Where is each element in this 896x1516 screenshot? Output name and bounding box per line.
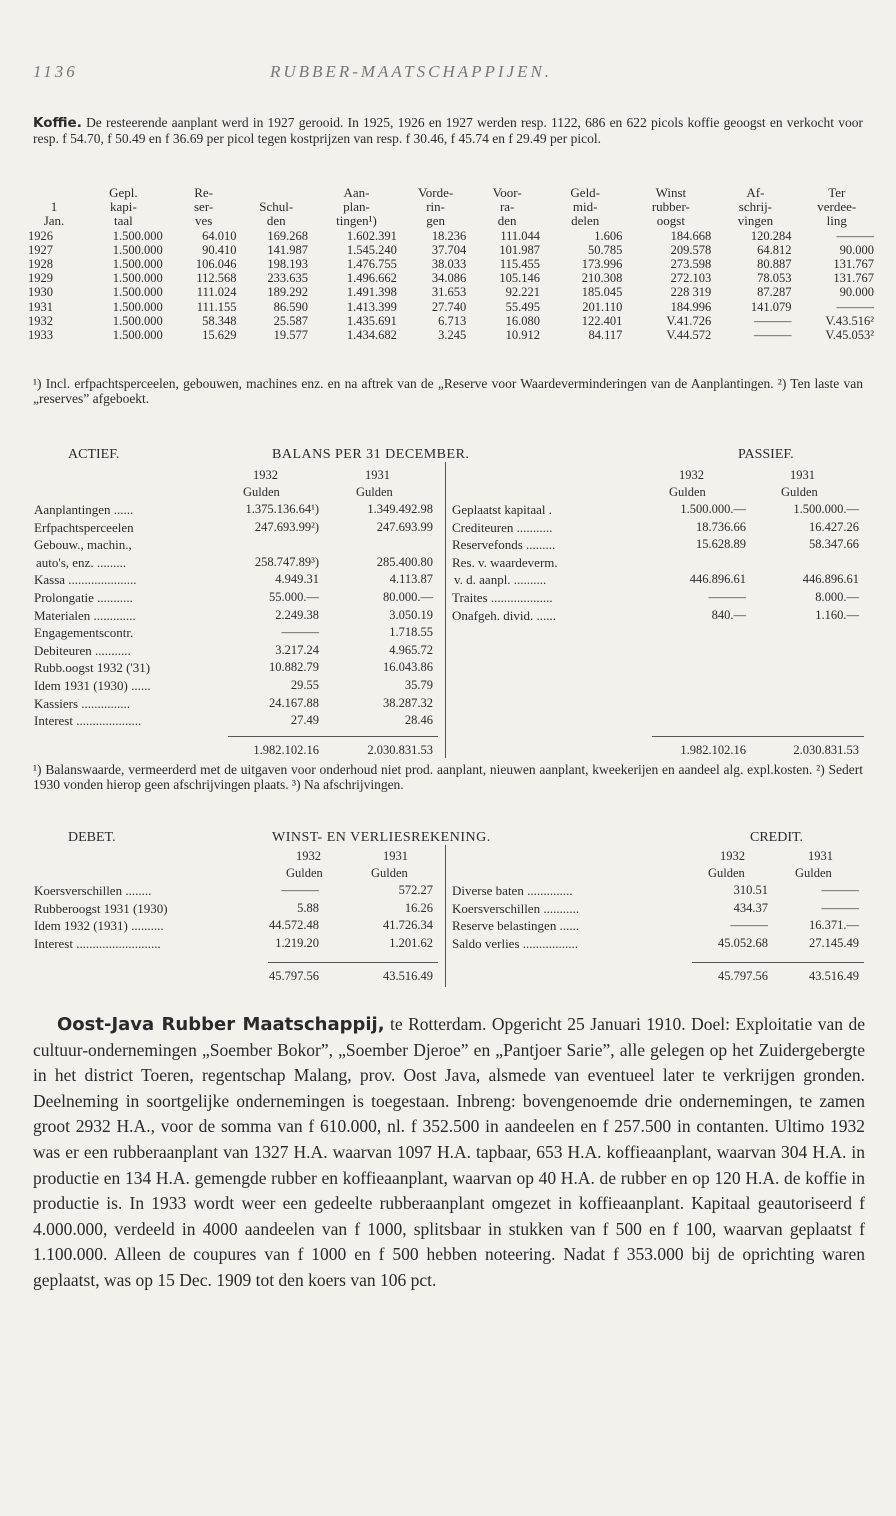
yearly-cell: 1926	[28, 228, 53, 243]
actief-item-value-b: 4.113.87	[389, 572, 433, 587]
yearly-cell: 210.308	[581, 271, 623, 286]
yearly-row	[28, 328, 878, 342]
debet-item-value-b: 41.726.34	[383, 918, 433, 933]
debet-item-label: Idem 1932 (1931) ..........	[34, 918, 164, 934]
credit-item-value-a: ———	[730, 918, 768, 933]
yearly-cell: 272.103	[670, 271, 712, 286]
yearly-cell: 198.193	[267, 257, 309, 272]
passief-item-value-b: 1.160.—	[815, 607, 859, 622]
yearly-header-cell: schrij-	[738, 199, 773, 215]
yearly-cell: 27.740	[431, 299, 467, 314]
actief-item-value-b: 3.050.19	[389, 607, 433, 622]
yearly-row	[28, 285, 878, 299]
wv-total-debet-b: 43.516.49	[383, 969, 433, 983]
yearly-cell: 1.500.000	[112, 242, 163, 257]
yearly-cell: 185.045	[581, 285, 623, 300]
yearly-cell: 106.046	[195, 257, 237, 272]
wv-debet-year-a: 1932	[296, 849, 321, 863]
balans-total-actief-a: 1.982.102.16	[253, 743, 319, 757]
oostjava-paragraph	[33, 1012, 865, 1294]
yearly-cell: 1.500.000	[112, 257, 163, 272]
yearly-cell: 90.410	[202, 242, 237, 257]
credit-item-value-b: ———	[821, 883, 859, 897]
yearly-header-cell: Voor-	[492, 185, 522, 200]
actief-item-value-a: 27.49	[290, 713, 319, 728]
yearly-cell: 38.033	[431, 257, 467, 272]
yearly-cell: 1930	[28, 285, 53, 300]
yearly-cell: 112.568	[196, 271, 237, 286]
yearly-header-cell: Geld-	[570, 185, 601, 200]
yearly-cell: V.43.516²	[825, 313, 874, 328]
yearly-cell: ———	[836, 228, 874, 243]
yearly-cell: 169.268	[267, 228, 309, 243]
oostjava-line-3: prov. Oost Java, alsmede van eventueel later te verkrijgen gronden. Deelneming in soortgelijke ondernemingen is toegestaan. Inbreng: bovengenoemde drie ondernemingen, te zamen groot 2932 H.A., voor de somma van f 610.000, nl. f 352.500 in aandeelen en f 257.500 in contanten. Ultimo 1932 was er een rubberaanplant van 1327 H.A. waarvan 1097 H.A. tapbaar, 653 H.A. koffieaanplant, waarvan 304 H.A. in productie en 134 H.A. gemengde rubber en koffieaanplant, waarvan op 40 H.A. de rubber en op 120 H.A. de koffie in productie is. In 1933 wordt weer een gedeelte rubberaanplant omgezet in koffieaanplant. Kapitaal geautoriseerd f 4.000.000, verdeeld in 4000 aandeelen van f 1000, splitsbaar in stukken van f 500 en f 100, waarvan geplaatst f 1.100.000. Alleen de coupures van f 1000 en f 500 hebben noteering. Nadat f 353.000 bij de oprichting waren geplaatst, was op 15 Dec. 1909 tot den koers van 106 pct.	[33, 1065, 866, 1290]
yearly-row	[28, 314, 878, 328]
actief-item-label: Erfpachtsperceelen	[34, 519, 134, 535]
passief-item-label: Crediteuren ...........	[452, 519, 553, 535]
passief-item-value-a: ———	[708, 590, 746, 604]
yearly-cell: V.41.726	[666, 313, 712, 328]
yearly-row	[28, 271, 878, 285]
wv-total-rule-left	[268, 962, 438, 963]
yearly-cell: 80.887	[757, 257, 792, 272]
yearly-cell: 1931	[28, 299, 53, 314]
passief-item-value-a: 18.736.66	[696, 519, 746, 534]
yearly-cell: 18.236	[431, 228, 467, 243]
actief-item-label: Interest ....................	[34, 713, 142, 729]
balans-actief-year-b: 1931	[365, 468, 390, 482]
yearly-header-cell: Vorde-	[418, 185, 454, 200]
balans-divider	[445, 462, 446, 758]
yearly-cell: 111.155	[196, 299, 237, 314]
balans-actief-unit-b: Gulden	[356, 485, 393, 499]
credit-item-label: Reserve belastingen ......	[452, 918, 580, 934]
yearly-cell: 64.812	[757, 242, 792, 257]
actief-item-value-a: 10.882.79	[269, 660, 319, 675]
passief-item-label: v. d. aanpl. ..........	[454, 572, 547, 588]
yearly-cell: V.44.572	[666, 328, 712, 343]
actief-item-value-a: 247.693.99²)	[254, 519, 319, 534]
yearly-header-cell: ser-	[194, 199, 214, 215]
yearly-cell: 122.401	[581, 313, 623, 328]
yearly-cell: 141.987	[267, 242, 309, 257]
credit-item-value-b: 27.145.49	[809, 935, 859, 950]
koffie-text: De resteerende aanplant werd in 1927 gerooid. In 1925, 1926 en 1927 werden resp. 1122, 686 en 622 picols koffie geoogst en verkocht voor resp. f 54.70, f 50.49 en f 36.69 per picol tegen kostprijzen van resp. f 30.46, f 45.74 en f 29.49 per picol.	[33, 115, 863, 146]
yearly-header-cell: den	[497, 213, 517, 229]
actief-item-value-a: 4.949.31	[275, 572, 319, 587]
balans-total-rule-left	[228, 736, 438, 737]
yearly-header-cell: Aan-	[343, 185, 370, 200]
yearly-cell: 10.912	[505, 328, 541, 343]
yearly-cell: 1.491.398	[346, 285, 397, 300]
oostjava-line-2: gelegen op het Zuidergebergte in het district Toeren, regentschap Malang,	[33, 1039, 865, 1086]
debet-item-value-a: ———	[281, 883, 319, 897]
wv-debet-unit-a: Gulden	[286, 866, 323, 880]
yearly-row	[28, 229, 878, 243]
debet-item-label: Rubberoogst 1931 (1930)	[34, 900, 168, 916]
wv-total-debet-a: 45.797.56	[269, 969, 319, 983]
yearly-cell: 1929	[28, 271, 53, 286]
yearly-header-cell: Schul-	[259, 199, 294, 215]
passief-item-value-a: 15.628.89	[696, 537, 746, 552]
yearly-cell: 84.117	[588, 328, 623, 343]
wv-credit-unit-b: Gulden	[795, 866, 832, 880]
wv-credit-unit-a: Gulden	[708, 866, 745, 880]
balans-actief-year-a: 1932	[253, 468, 278, 482]
yearly-cell: 1.545.240	[346, 242, 397, 257]
actief-item-label: Rubb.oogst 1932 ('31)	[34, 660, 151, 676]
actief-item-label: Materialen .............	[34, 607, 136, 623]
yearly-cell: 209.578	[670, 242, 712, 257]
balans-passief-year-a: 1932	[679, 468, 704, 482]
yearly-cell: 1927	[28, 242, 53, 257]
yearly-header-cell: kapi-	[110, 199, 137, 215]
yearly-header-row	[28, 200, 878, 214]
credit-item-value-b: ———	[821, 900, 859, 915]
passief-item-value-b: 8.000.—	[815, 590, 859, 604]
yearly-cell: 19.577	[273, 328, 309, 343]
yearly-cell: 120.284	[750, 228, 792, 243]
credit-item-value-a: 434.37	[733, 900, 768, 915]
actief-item-label: Idem 1931 (1930) ......	[34, 678, 151, 693]
wv-credit-title: CREDIT.	[750, 830, 804, 845]
yearly-cell: 50.785	[588, 242, 623, 257]
actief-item-label: Debiteuren ...........	[34, 642, 131, 658]
yearly-cell: 201.110	[582, 299, 623, 314]
passief-item-value-a: 446.896.61	[689, 572, 746, 587]
wv-debet-year-b: 1931	[383, 849, 408, 863]
passief-item-label: Onafgeh. divid. ......	[452, 607, 556, 623]
debet-item-value-a: 44.572.48	[269, 918, 319, 933]
wv-debet-title: DEBET.	[68, 830, 116, 845]
passief-item-label: Geplaatst kapitaal .	[452, 502, 552, 517]
passief-item-label: Traites ...................	[452, 590, 553, 605]
yearly-cell: ———	[754, 328, 792, 343]
passief-item-value-a: 1.500.000.—	[680, 502, 746, 516]
passief-item-value-b: 58.347.66	[809, 537, 859, 552]
yearly-cell: 1.496.662	[346, 271, 397, 286]
yearly-header-cell: Jan.	[43, 213, 65, 229]
actief-item-value-a: 3.217.24	[275, 642, 319, 657]
yearly-header-cell: taal	[114, 213, 133, 229]
balans-actief-title: ACTIEF.	[68, 447, 120, 462]
yearly-cell: 37.704	[431, 242, 467, 257]
credit-item-value-b: 16.371.—	[809, 918, 859, 933]
yearly-cell: ———	[754, 313, 792, 328]
yearly-cell: 1.413.399	[346, 299, 397, 314]
yearly-cell: 1928	[28, 257, 53, 272]
yearly-cell: 58.348	[202, 313, 237, 328]
actief-item-label: Engagementscontr.	[34, 625, 134, 641]
yearly-cell: 228 319	[670, 285, 712, 300]
yearly-header-row	[28, 214, 878, 228]
yearly-cell: 34.086	[431, 271, 467, 286]
credit-item-label: Diverse baten ..............	[452, 883, 573, 898]
balans-passief-unit-a: Gulden	[669, 485, 706, 499]
koffie-label: Koffie.	[33, 115, 82, 131]
yearly-cell: 6.713	[438, 313, 467, 328]
actief-item-value-b: 247.693.99	[376, 519, 433, 534]
yearly-cell: 92.221	[505, 285, 541, 300]
balans-actief-unit-a: Gulden	[243, 485, 280, 499]
page-number: 1136	[33, 62, 78, 81]
debet-item-value-b: 572.27	[398, 883, 433, 897]
yearly-cell: 111.044	[500, 228, 541, 243]
yearly-cell: 1.500.000	[112, 299, 163, 314]
yearly-header-cell: mid-	[572, 199, 598, 215]
yearly-header-cell: rin-	[426, 199, 445, 215]
yearly-cell: 25.587	[273, 313, 309, 328]
wv-total-credit-b: 43.516.49	[809, 969, 859, 983]
credit-item-value-a: 45.052.68	[718, 935, 768, 950]
wv-debet-unit-b: Gulden	[371, 866, 408, 880]
yearly-cell: 184.668	[670, 228, 712, 243]
yearly-header-cell: verdee-	[817, 199, 857, 215]
yearly-cell: 86.590	[273, 299, 309, 314]
yearly-header-cell: den	[266, 213, 286, 229]
passief-item-value-b: 1.500.000.—	[793, 502, 859, 516]
yearly-header-row	[28, 186, 878, 200]
yearly-cell: 16.080	[505, 313, 541, 328]
yearly-cell: 111.024	[196, 285, 237, 300]
yearly-cell: 173.996	[581, 257, 623, 272]
yearly-cell: 189.292	[267, 285, 309, 300]
yearly-cell: 233.635	[267, 271, 309, 286]
yearly-cell: 15.629	[202, 328, 237, 343]
yearly-cell: 64.010	[202, 228, 237, 243]
actief-item-label: Gebouw., machin.,	[34, 537, 132, 553]
yearly-cell: 1.602.391	[346, 228, 397, 243]
yearly-cell: 184.996	[670, 299, 712, 314]
yearly-cell: 1.500.000	[112, 228, 163, 243]
yearly-cell: 1.435.691	[346, 313, 397, 328]
yearly-header-cell: delen	[571, 213, 600, 229]
yearly-header-cell: tingen¹)	[336, 213, 377, 229]
yearly-cell: 90.000	[839, 242, 874, 257]
passief-item-value-a: 840.—	[711, 607, 746, 622]
balans-passief-title: PASSIEF.	[738, 447, 794, 462]
balans-total-passief-b: 2.030.831.53	[793, 743, 859, 757]
wv-title: WINST- EN VERLIESREKENING.	[272, 830, 491, 845]
yearly-header-cell: plan-	[343, 199, 370, 215]
yearly-cell: 141.079	[750, 299, 792, 314]
debet-item-value-a: 5.88	[297, 900, 319, 915]
yearly-header-cell: ling	[826, 213, 847, 229]
yearly-cell: 3.245	[438, 328, 467, 343]
yearly-cell: 90.000	[839, 285, 874, 300]
yearly-cell: 1.500.000	[112, 271, 163, 286]
yearly-header-cell	[240, 186, 312, 200]
actief-item-value-b: 28.46	[404, 713, 433, 728]
yearly-header-cell: ra-	[499, 199, 515, 215]
actief-item-value-b: 285.400.80	[376, 554, 433, 569]
yearly-header-cell: vingen	[737, 213, 774, 229]
yearly-row	[28, 243, 878, 257]
yearly-header-cell: gen	[426, 213, 445, 229]
balans-passief-year-b: 1931	[790, 468, 815, 482]
debet-item-value-b: 16.26	[404, 900, 433, 915]
actief-item-value-b: 38.287.32	[383, 695, 433, 710]
actief-item-value-a: 258.747.89³)	[254, 554, 319, 569]
credit-item-value-a: 310.51	[733, 883, 768, 897]
yearly-cell: 78.053	[757, 271, 792, 286]
yearly-cell: 1.434.682	[346, 328, 397, 343]
yearly-header-cell: Af-	[746, 185, 765, 200]
yearly-cell: V.45.053²	[825, 328, 874, 343]
actief-item-value-b: 1.349.492.98	[367, 502, 433, 516]
wv-credit-year-b: 1931	[808, 849, 833, 863]
wv-credit-year-a: 1932	[720, 849, 745, 863]
actief-item-value-b: 80.000.—	[383, 590, 433, 604]
passief-item-value-b: 16.427.26	[809, 519, 859, 534]
yearly-header-cell: Gepl.	[109, 185, 138, 200]
yearly-row	[28, 300, 878, 314]
actief-item-value-b: 1.718.55	[389, 625, 433, 640]
debet-item-value-b: 1.201.62	[389, 935, 433, 950]
yearly-header-cell: 1	[50, 199, 58, 215]
oostjava-name: Oost-Java Rubber Maatschappij,	[57, 1014, 385, 1035]
actief-item-value-a: ———	[281, 625, 319, 640]
wv-divider	[445, 845, 446, 987]
yearly-cell: 1.606	[594, 228, 623, 243]
actief-item-value-a: 55.000.—	[269, 590, 319, 604]
actief-item-value-a: 29.55	[290, 678, 319, 692]
yearly-cell: ———	[836, 299, 874, 314]
yearly-cell: 131.767	[833, 271, 874, 286]
actief-item-label: Kassiers ...............	[34, 695, 131, 711]
yearly-cell: 87.287	[757, 285, 792, 300]
balans-total-passief-a: 1.982.102.16	[680, 743, 746, 757]
yearly-cell: 273.598	[670, 257, 712, 272]
actief-item-value-b: 35.79	[404, 678, 433, 692]
oostjava-line-1: te Rotterdam. Opgericht 25 Januari 1910. Doel: Exploitatie van de cultuur-ondernemingen „Soember Bokor”, „Soember Djeroe” en „Pantjoer Sarie”, alle	[33, 1014, 865, 1060]
actief-item-value-a: 1.375.136.64¹)	[245, 502, 319, 516]
actief-item-value-b: 16.043.86	[383, 660, 433, 675]
credit-item-label: Koersverschillen ...........	[452, 900, 580, 916]
yearly-cell: 31.653	[431, 285, 467, 300]
balans-title: BALANS PER 31 DECEMBER.	[272, 447, 470, 462]
actief-item-label: auto's, enz. .........	[36, 554, 127, 570]
yearly-cell: 1933	[28, 328, 53, 343]
actief-item-value-b: 4.965.72	[389, 642, 433, 657]
yearly-table	[28, 186, 878, 342]
yearly-cell: 1.500.000	[112, 285, 163, 300]
yearly-cell: 1932	[28, 313, 53, 328]
yearly-cell: 1.500.000	[112, 328, 163, 343]
koffie-paragraph	[33, 115, 863, 146]
yearly-cell: 105.146	[499, 271, 541, 286]
yearly-header-cell: ves	[194, 213, 213, 229]
yearly-header-cell: Ter	[828, 185, 846, 200]
yearly-cell: 115.455	[499, 257, 541, 272]
yearly-cell: 101.987	[499, 242, 541, 257]
passief-item-value-b: 446.896.61	[802, 572, 859, 587]
running-title: RUBBER-MAATSCHAPPIJEN.	[270, 62, 553, 81]
yearly-header-cell: oogst	[656, 213, 685, 229]
actief-item-label: Kassa .....................	[34, 572, 137, 588]
debet-item-label: Koersverschillen ........	[34, 883, 152, 898]
yearly-header-cell: Re-	[194, 185, 214, 200]
yearly-row	[28, 257, 878, 271]
credit-item-label: Saldo verlies .................	[452, 935, 579, 951]
actief-item-label: Aanplantingen ......	[34, 502, 134, 517]
balans-passief-unit-b: Gulden	[781, 485, 818, 499]
yearly-cell: 131.767	[833, 257, 874, 272]
balans-footnote: ¹) Balanswaarde, vermeerderd met de uitgaven voor onderhoud niet prod. aanplant, nieuwen aanplant, kweekerijen en aandeel alg. expl.kosten. ²) Sedert 1930 vonden hierop geen afschrijvingen plaats. ³) Na afschrijvingen.	[33, 762, 863, 792]
actief-item-label: Prolongatie ...........	[34, 590, 133, 605]
debet-item-label: Interest ..........................	[34, 935, 161, 951]
yearly-cell: 1.476.755	[346, 257, 397, 272]
passief-item-label: Res. v. waardeverm.	[452, 554, 558, 570]
yearly-cell: 55.495	[505, 299, 541, 314]
wv-total-credit-a: 45.797.56	[718, 969, 768, 983]
wv-total-rule-right	[692, 962, 864, 963]
yearly-header-cell: Winst	[655, 185, 687, 200]
balans-total-actief-b: 2.030.831.53	[367, 743, 433, 757]
balans-total-rule-right	[652, 736, 864, 737]
yearly-header-cell	[28, 186, 80, 200]
yearly-header-cell: rubber-	[651, 199, 690, 215]
actief-item-value-a: 2.249.38	[275, 607, 319, 622]
actief-item-value-a: 24.167.88	[269, 695, 319, 710]
yearly-footnote: ¹) Incl. erfpachtsperceelen, gebouwen, machines enz. en na aftrek van de „Reserve voor Waardeverminderingen van de Aanplantingen. ²) Ten laste van „reserves” afgeboekt.	[33, 376, 863, 406]
passief-item-label: Reservefonds .........	[452, 537, 556, 553]
yearly-cell: 1.500.000	[112, 313, 163, 328]
debet-item-value-a: 1.219.20	[275, 935, 319, 950]
